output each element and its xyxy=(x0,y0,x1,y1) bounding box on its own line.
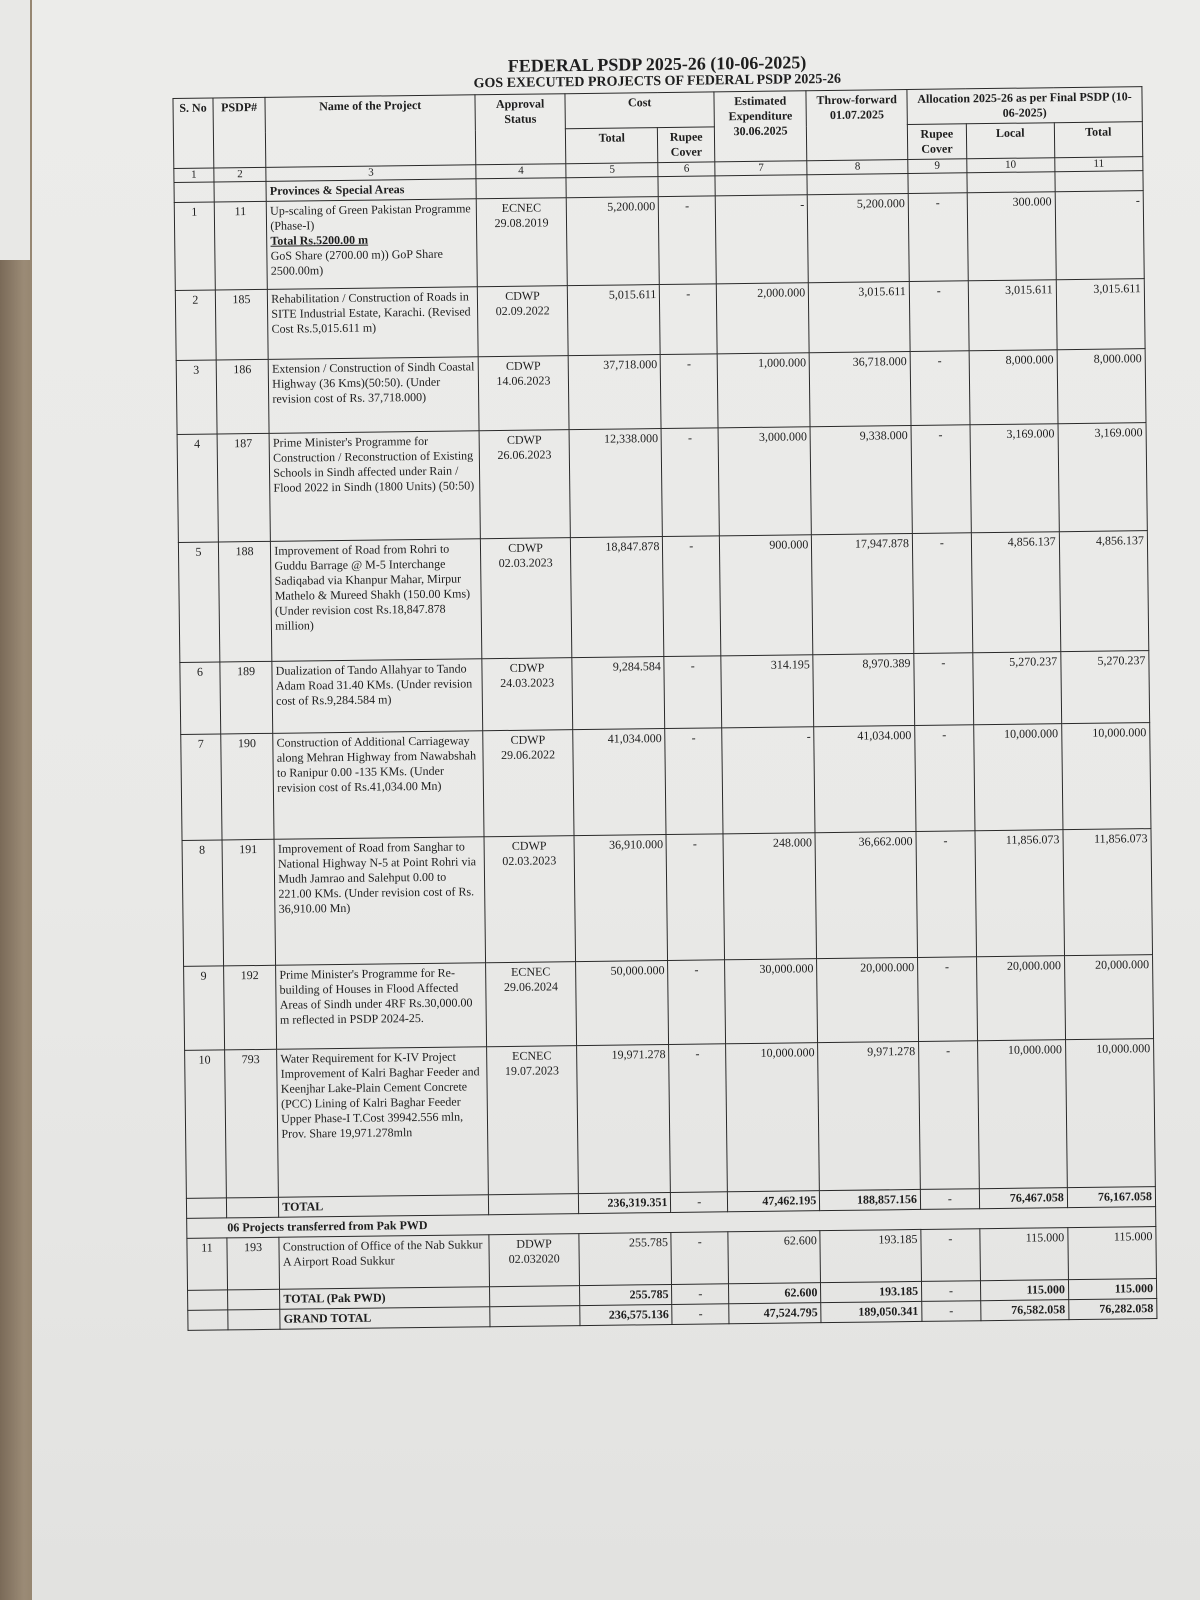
table-row xyxy=(182,829,1152,967)
row-throw-forward: 3,015.611 xyxy=(809,282,911,353)
column-number: 3 xyxy=(266,165,476,182)
total-empty xyxy=(227,1289,280,1310)
total-cost: 255.785 xyxy=(580,1284,673,1305)
row-cost-rupee: - xyxy=(663,536,721,657)
row-approval: CDWP 02.09.2022 xyxy=(477,286,568,357)
row-sno: 6 xyxy=(180,662,221,734)
header-alloc-total: Total xyxy=(1054,122,1143,158)
row-psdp: 190 xyxy=(221,733,275,840)
total-alloc-local: 76,467.058 xyxy=(979,1188,1067,1209)
total-empty xyxy=(188,1310,228,1330)
column-number: 1 xyxy=(174,168,214,182)
row-est-exp: 314.195 xyxy=(721,655,814,728)
row-project-name xyxy=(266,199,477,290)
total-alloc-total: 76,167.058 xyxy=(1067,1187,1155,1208)
row-alloc-total: - xyxy=(1055,191,1144,280)
row-alloc-rupee: - xyxy=(914,653,974,726)
row-alloc-rupee: - xyxy=(916,831,976,958)
row-project-name xyxy=(277,1047,489,1198)
header-name: Name of the Project xyxy=(265,95,476,168)
row-project-name xyxy=(271,539,482,662)
column-number: 5 xyxy=(566,163,658,178)
total-rupee: - xyxy=(672,1304,729,1325)
row-psdp: 186 xyxy=(216,359,269,434)
table-row xyxy=(185,1039,1156,1199)
total-alloc-local: 76,582.058 xyxy=(980,1300,1068,1321)
row-approval: CDWP 24.03.2023 xyxy=(482,658,573,731)
row-alloc-rupee: - xyxy=(919,1041,980,1190)
row-psdp: 193 xyxy=(227,1237,280,1290)
psdp-table xyxy=(172,86,1157,1331)
row-cost-rupee: - xyxy=(669,1044,727,1193)
row-cost-rupee: - xyxy=(666,834,724,961)
row-alloc-rupee: - xyxy=(910,351,970,426)
row-alloc-local: 11,856.073 xyxy=(975,830,1065,957)
row-est-exp: 248.000 xyxy=(723,833,817,960)
total-alloc-total: 115.000 xyxy=(1068,1279,1156,1300)
project-name-text: Improvement of Road from Rohri to Guddu Barrage @ M-5 Interchange Sadiqabad via Khanpur Mahar, Mirpur Mathelo & Mureed Shakh (150.00 Kms) (Under revision cost Rs.18,847.878 million) xyxy=(274,541,471,633)
paper-sheet xyxy=(32,0,1200,1600)
column-number: 10 xyxy=(967,158,1055,173)
row-project-name xyxy=(272,659,483,734)
total-alloc-rupee: - xyxy=(920,1189,979,1210)
row-alloc-local: 8,000.000 xyxy=(969,350,1058,425)
row-sno: 5 xyxy=(178,542,219,662)
column-number: 8 xyxy=(807,160,908,175)
row-cost-total: 36,910.000 xyxy=(574,835,668,962)
row-project-name xyxy=(268,287,479,360)
total-empty xyxy=(488,1194,578,1215)
row-alloc-local: 20,000.000 xyxy=(976,956,1065,1041)
header-alloc-rupee: Rupee Cover xyxy=(907,124,966,160)
total-empty xyxy=(489,1286,579,1307)
project-name-text: Water Requirement for K-IV Project Improvement of Kalri Baghar Feeder and Keenjhar Lake-Plain Cement Concrete (PCC) Lining of Kalri Baghar Feeder Upper Phase-I T.Cost 39942.556 mln, Prov. Share 19,971.278mln xyxy=(280,1049,480,1141)
row-project-name: Construction of Office of the Nab Sukkur A Airport Road Sukkur xyxy=(279,1235,489,1290)
row-sno: 10 xyxy=(185,1050,227,1198)
row-alloc-total: 8,000.000 xyxy=(1057,349,1146,424)
row-alloc-total: 10,000.000 xyxy=(1061,723,1150,830)
row-throw-forward: 20,000.000 xyxy=(817,957,919,1042)
row-alloc-rupee: - xyxy=(909,281,969,352)
row-sno: 3 xyxy=(176,360,217,434)
project-name-text: Up-scaling of Green Pakistan Programme (Phase-I) xyxy=(270,201,471,233)
row-cost-total: 5,015.611 xyxy=(567,285,660,356)
project-name-text: Dualization of Tando Allahyar to Tando Adam Road 31.40 KMs. (Under revision cost of Rs.9,284.584 m) xyxy=(275,661,473,708)
project-name-text: Prime Minister's Programme for Construction / Reconstruction of Existing Schools in Sindh affected under Rain / Flood 2022 in Sindh (1800 Units) (50:50) xyxy=(272,433,475,495)
column-number: 7 xyxy=(715,161,807,176)
row-est-exp: 62.600 xyxy=(728,1231,821,1284)
row-cost-total: 19,971.278 xyxy=(577,1045,671,1194)
table-row xyxy=(178,531,1148,663)
row-psdp: 187 xyxy=(217,433,271,542)
total-alloc-local: 115.000 xyxy=(980,1280,1068,1301)
row-cost-rupee: - xyxy=(661,354,719,429)
total-empty xyxy=(490,1306,580,1327)
table-row xyxy=(184,955,1154,1051)
total-est-exp: 47,462.195 xyxy=(727,1191,820,1212)
header-cost-rupee: Rupee Cover xyxy=(658,127,715,163)
row-approval: ECNEC 19.07.2023 xyxy=(487,1046,579,1195)
row-alloc-rupee: - xyxy=(918,957,978,1042)
row-psdp: 189 xyxy=(220,661,273,734)
row-alloc-local: 5,270.237 xyxy=(973,652,1062,725)
pwd-section-label: 06 Projects transferred from Pak PWD xyxy=(187,1207,1156,1239)
row-psdp: 188 xyxy=(218,541,272,662)
project-total-cost: Total Rs.5200.00 m xyxy=(270,232,369,248)
document-subtitle: GOS EXECUTED PROJECTS OF FEDERAL PSDP 2025-26 xyxy=(473,71,842,92)
row-sno: 1 xyxy=(174,202,215,290)
row-est-exp: 2,000.000 xyxy=(716,283,809,354)
total-throw-forward: 193.185 xyxy=(821,1281,922,1302)
project-name-text: Prime Minister's Programme for Re-building of Houses in Flood Affected Areas of Sindh under 4RF Rs.30,000.00 m reflected in PSDP 2024-25. xyxy=(279,965,473,1027)
row-project-name xyxy=(276,963,487,1050)
row-psdp: 185 xyxy=(215,289,268,360)
row-approval: CDWP 26.06.2023 xyxy=(479,430,570,539)
row-alloc-rupee: - xyxy=(915,725,975,832)
row-sno: 8 xyxy=(182,840,223,966)
header-cost-total: Total xyxy=(566,128,659,164)
project-name-text: Extension / Construction of Sindh Coastal Highway (36 Kms)(50:50). (Under revision cost of Rs. 37,718.000) xyxy=(271,359,475,406)
table-row xyxy=(180,651,1150,735)
header-approval: Approval Status xyxy=(475,94,566,165)
table-row xyxy=(175,279,1145,361)
row-alloc-local: 3,015.611 xyxy=(968,280,1057,351)
total-rupee: - xyxy=(672,1284,729,1305)
row-est-exp: 10,000.000 xyxy=(726,1043,820,1192)
total-alloc-total: 76,282.058 xyxy=(1069,1299,1157,1320)
header-throw-forward: Throw-forward 01.07.2025 xyxy=(806,90,908,161)
table-row xyxy=(176,349,1146,435)
row-project-name xyxy=(273,731,484,840)
row-psdp: 191 xyxy=(222,839,276,966)
column-number: 4 xyxy=(476,164,566,179)
row-throw-forward: 193.185 xyxy=(820,1229,921,1282)
row-alloc-rupee: - xyxy=(908,193,968,282)
total-est-exp: 47,524.795 xyxy=(729,1303,822,1324)
project-name-text: Improvement of Road from Sanghar to National Highway N-5 at Point Rohri via Mudh Jamrao and Salehput 0.00 to 221.00 KMs. (Under revision cost of Rs. 36,910.00 Mn) xyxy=(277,839,477,916)
total-empty xyxy=(186,1198,226,1218)
row-est-exp: - xyxy=(715,195,808,284)
row-throw-forward: 36,662.000 xyxy=(815,831,917,958)
row-alloc-total: 3,169.000 xyxy=(1058,423,1148,532)
row-alloc-total: 10,000.000 xyxy=(1065,1039,1155,1188)
table-row xyxy=(174,191,1144,291)
row-project-name xyxy=(268,357,479,434)
row-alloc-total: 115.000 xyxy=(1068,1227,1157,1280)
header-cost: Cost xyxy=(565,92,714,129)
row-cost-rupee: - xyxy=(671,1232,728,1285)
total-throw-forward: 188,857.156 xyxy=(820,1189,921,1210)
document-title: FEDERAL PSDP 2025-26 (10-06-2025) xyxy=(507,52,807,76)
row-psdp: 793 xyxy=(224,1049,278,1198)
row-sno: 11 xyxy=(187,1238,227,1290)
row-cost-rupee: - xyxy=(668,960,726,1045)
project-share-note: GoS Share (2700.00 m)) GoP Share 2500.00m) xyxy=(270,246,443,278)
row-approval: CDWP 29.06.2022 xyxy=(483,730,574,837)
row-alloc-total: 20,000.000 xyxy=(1064,955,1153,1040)
row-cost-total: 255.785 xyxy=(579,1232,672,1285)
row-project-name xyxy=(269,431,480,542)
section-label: Provinces & Special Areas xyxy=(266,179,476,202)
row-cost-rupee: - xyxy=(664,656,722,729)
row-est-exp: 3,000.000 xyxy=(718,427,812,536)
total-label: GRAND TOTAL xyxy=(280,1307,490,1330)
row-alloc-total: 4,856.137 xyxy=(1059,531,1149,652)
table-row xyxy=(177,423,1147,543)
total-cost: 236,575.136 xyxy=(580,1304,673,1325)
row-psdp: 11 xyxy=(214,201,267,290)
table-body xyxy=(174,171,1157,1331)
row-sno: 7 xyxy=(181,734,222,840)
row-cost-total: 5,200.000 xyxy=(566,197,659,286)
row-alloc-local: 10,000.000 xyxy=(973,724,1062,831)
total-alloc-rupee: - xyxy=(921,1281,980,1302)
row-cost-total: 18,847.878 xyxy=(571,537,665,658)
total-label: TOTAL (Pak PWD) xyxy=(280,1287,490,1310)
row-cost-rupee: - xyxy=(665,728,723,835)
column-number: 9 xyxy=(908,159,967,174)
row-alloc-rupee: - xyxy=(912,533,972,654)
row-cost-total: 50,000.000 xyxy=(576,961,669,1046)
header-alloc-local: Local xyxy=(966,123,1054,159)
row-approval: DDWP 02.032020 xyxy=(489,1234,580,1287)
row-throw-forward: 41,034.000 xyxy=(814,725,916,832)
row-alloc-total: 5,270.237 xyxy=(1061,651,1150,724)
total-empty xyxy=(228,1309,281,1330)
column-number: 2 xyxy=(214,167,267,182)
row-approval: CDWP 14.06.2023 xyxy=(478,356,569,431)
total-est-exp: 62.600 xyxy=(729,1283,822,1304)
row-approval: CDWP 02.03.2023 xyxy=(480,538,572,659)
row-approval: ECNEC 29.06.2024 xyxy=(486,962,577,1047)
total-rupee: - xyxy=(671,1192,728,1213)
row-sno: 4 xyxy=(177,434,218,542)
row-est-exp: 30,000.000 xyxy=(725,959,818,1044)
row-approval: ECNEC 29.08.2019 xyxy=(476,198,567,287)
row-sno: 9 xyxy=(184,966,225,1050)
total-label: TOTAL xyxy=(279,1195,489,1218)
row-throw-forward: 8,970.389 xyxy=(813,653,915,726)
row-alloc-total: 11,856.073 xyxy=(1063,829,1153,956)
total-empty xyxy=(226,1197,279,1218)
row-throw-forward: 5,200.000 xyxy=(808,194,910,283)
row-cost-total: 41,034.000 xyxy=(573,729,667,836)
row-alloc-local: 300.000 xyxy=(967,192,1056,281)
row-alloc-local: 10,000.000 xyxy=(977,1040,1067,1189)
total-cost: 236,319.351 xyxy=(579,1192,672,1213)
row-alloc-local: 3,169.000 xyxy=(970,424,1059,533)
row-alloc-local: 4,856.137 xyxy=(971,532,1061,653)
row-alloc-total: 3,015.611 xyxy=(1056,279,1145,350)
row-approval: CDWP 02.03.2023 xyxy=(484,836,576,963)
header-sno: S. No xyxy=(173,98,214,168)
total-throw-forward: 189,050.341 xyxy=(821,1301,922,1322)
row-cost-rupee: - xyxy=(660,284,717,355)
header-psdp: PSDP# xyxy=(213,97,266,168)
column-number: 11 xyxy=(1055,157,1143,172)
total-empty xyxy=(188,1290,228,1310)
row-throw-forward: 36,718.000 xyxy=(809,352,911,427)
project-name-text: Rehabilitation / Construction of Roads in SITE Industrial Estate, Karachi. (Revised Cost Rs.5,015.611 m) xyxy=(271,289,471,336)
row-est-exp: 900.000 xyxy=(719,535,813,656)
row-est-exp: 1,000.000 xyxy=(717,353,810,428)
total-alloc-rupee: - xyxy=(922,1301,981,1322)
document-content xyxy=(172,48,1157,1331)
row-psdp: 192 xyxy=(223,965,276,1050)
row-throw-forward: 9,338.000 xyxy=(810,425,912,534)
row-est-exp: - xyxy=(722,727,816,834)
header-allocation: Allocation 2025-26 as per Final PSDP (10-06-2025) xyxy=(907,87,1142,125)
row-throw-forward: 17,947.878 xyxy=(812,533,914,654)
row-cost-total: 37,718.000 xyxy=(568,355,661,430)
header-est-exp: Estimated Expenditure 30.06.2025 xyxy=(714,91,807,162)
paper-corner xyxy=(0,0,30,260)
row-alloc-rupee: - xyxy=(921,1229,980,1282)
row-alloc-local: 115.000 xyxy=(980,1228,1069,1281)
row-cost-rupee: - xyxy=(661,428,719,537)
row-alloc-rupee: - xyxy=(911,425,971,534)
row-cost-rupee: - xyxy=(659,196,717,285)
row-sno: 2 xyxy=(175,290,216,360)
project-name-text: Construction of Additional Carriageway along Mehran Highway from Nawabshah to Ranipur 0.00 -135 KMs. (Under revision cost of Rs.41,034.00 Mn) xyxy=(276,733,477,795)
column-number: 6 xyxy=(658,162,715,177)
row-project-name xyxy=(274,837,485,966)
row-cost-total: 12,338.000 xyxy=(569,429,663,538)
table-row xyxy=(181,723,1151,841)
row-cost-total: 9,284.584 xyxy=(572,657,665,730)
row-throw-forward: 9,971.278 xyxy=(818,1041,920,1190)
